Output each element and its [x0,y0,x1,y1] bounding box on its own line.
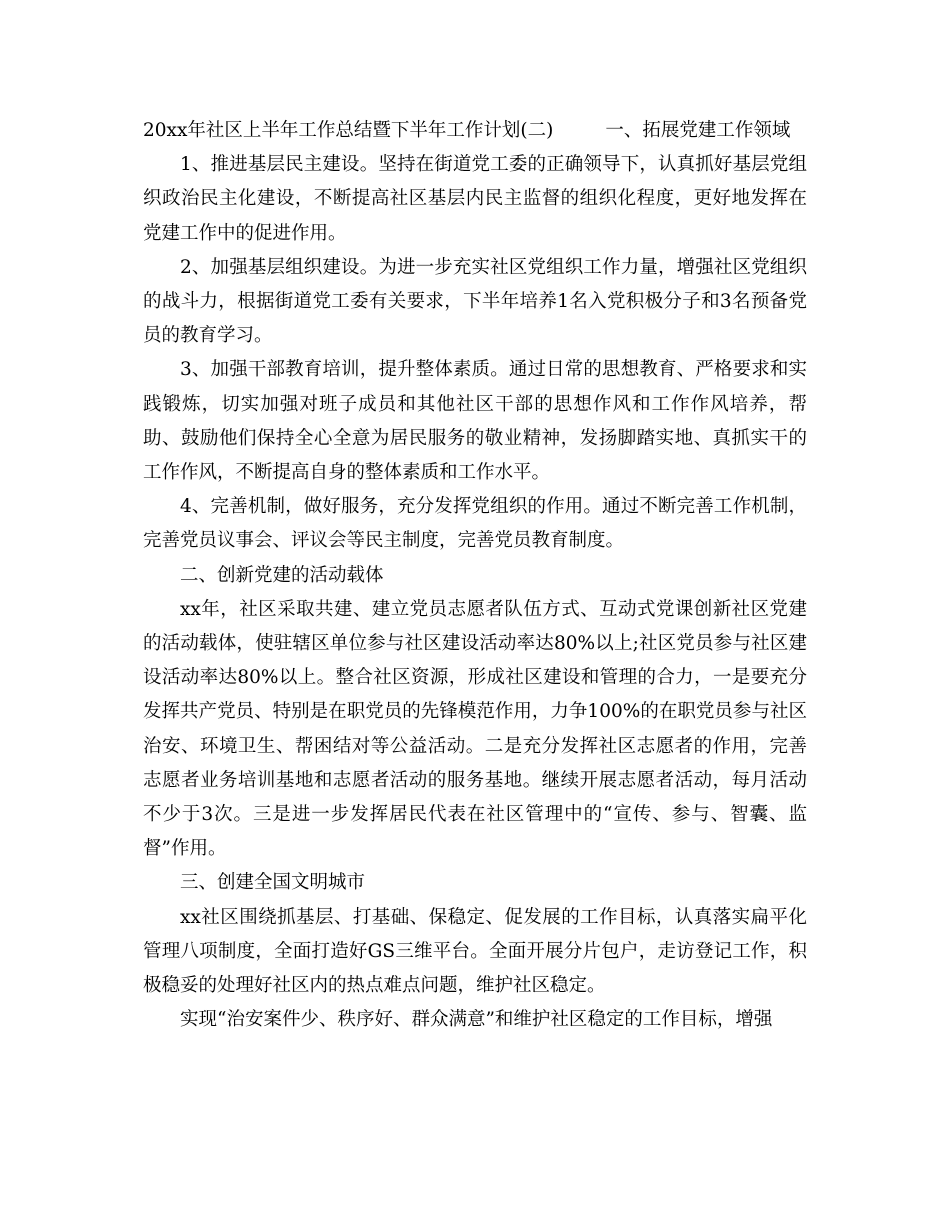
paragraph-1: 1、推进基层民主建设。坚持在街道党工委的正确领导下，认真抓好基层党组织政治民主化建设，不断提高社区基层内民主监督的组织化程度，更好地发挥在党建工作中的促进作用。 [143,154,807,244]
title-line [143,114,807,148]
section-heading-1: 一、拓展党建工作领域 [605,120,791,141]
paragraph-3: 3、加强干部教育培训，提升整体素质。通过日常的思想教育、严格要求和实践锻炼，切实加强对班子成员和其他社区干部的思想作风和工作作风培养，帮助、鼓励他们保持全心全意为居民服务的敬业精神，发扬脚踏实地、真抓实干的工作作风，不断提高自身的整体素质和工作水平。 [143,359,807,484]
document-body [143,114,807,1037]
document-title: 20xx年社区上半年工作总结暨下半年工作计划(二) [143,120,554,141]
section-heading-2: 二、创新党建的活动载体 [180,564,384,586]
paragraph-2: 2、加强基层组织建设。为进一步充实社区党组织工作力量，增强社区党组织的战斗力，根据街道党工委有关要求，下半年培养1名入党积极分子和3名预备党员的教育学习。 [143,256,807,347]
paragraph-7: 实现“治安案件少、秩序好、群众满意”和维护社区稳定的工作目标，增强 [180,1009,773,1031]
paragraph-5: xx年，社区采取共建、建立党员志愿者队伍方式、互动式党课创新社区党建的活动载体，使驻辖区单位参与社区建设活动率达80%以上;社区党员参与社区建设活动率达80%以上。整合社区资源，形成社区建设和管理的合力，一是要充分发挥共产党员、特别是在职党员的先锋模范作用，力争100%的在职党员参与社区治安、环境卫生、帮困结对等公益活动。二是充分发挥社区志愿者的作用，完善志愿者业务培训基地和志愿者活动的服务基地。继续开展志愿者活动，每月活动不少于3次。三是进一步发挥居民代表在社区管理中的“宣传、参与、智囊、监督”作用。 [143,598,807,860]
paragraph-4: 4、完善机制，做好服务，充分发挥党组织的作用。通过不断完善工作机制，完善党员议事会、评议会等民主制度，完善党员教育制度。 [143,496,807,552]
section-heading-3: 三、创建全国文明城市 [180,872,366,894]
paragraph-6: xx社区围绕抓基层、打基础、保稳定、促发展的工作目标，认真落实扁平化管理八项制度，全面打造好GS三维平台。全面开展分片包户，走访登记工作，积极稳妥的处理好社区内的热点难点问题，维护社区稳定。 [143,906,807,997]
